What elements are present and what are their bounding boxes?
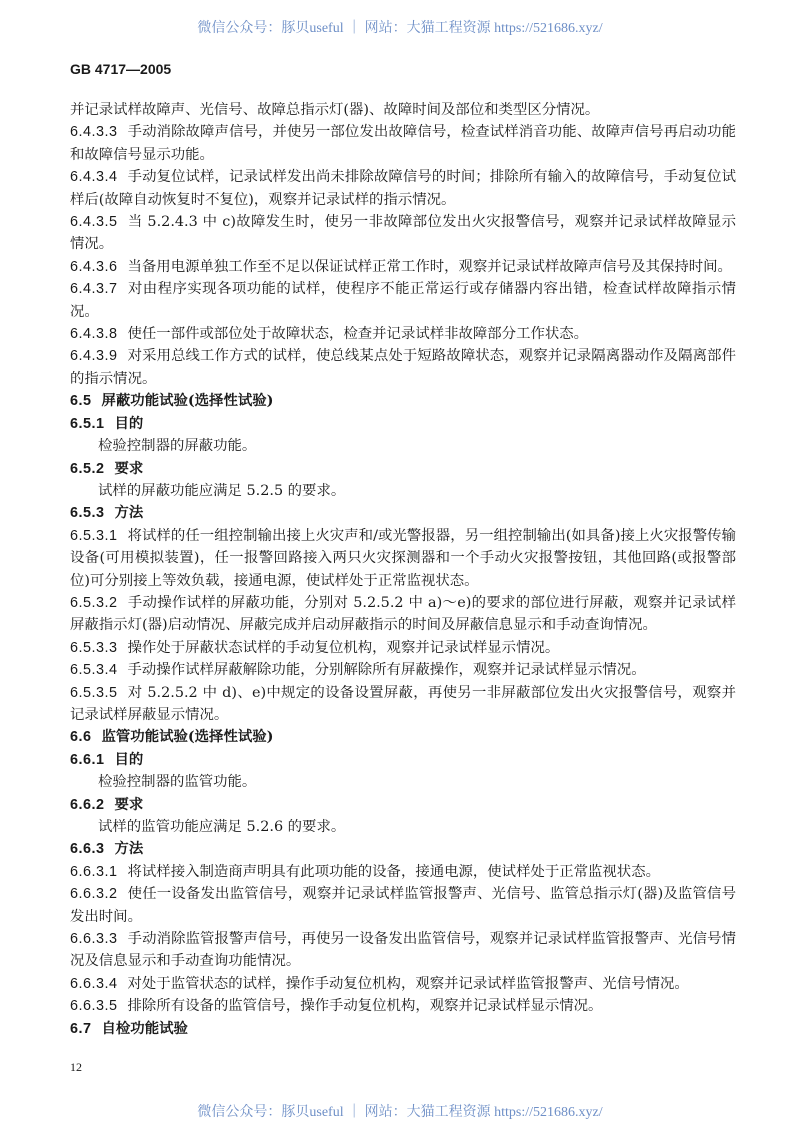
clause-number: 6.6.3.1	[70, 863, 118, 880]
clause-text: 手动消除监管报警声信号，再使另一设备发出监管信号，观察并记录试样监管报警声、光信号情况及信息显示和手动查询功能情况。	[70, 931, 736, 970]
clause-text: 方法	[114, 504, 144, 522]
clause-text: 手动消除故障声信号，并使另一部位发出故障信号，检查试样消音功能、故障声信号再启动功能和故障信号显示功能。	[70, 124, 736, 163]
clause-text: 检验控制器的屏蔽功能。	[98, 438, 257, 455]
clause-number: 6.4.3.9	[70, 348, 118, 365]
clause-paragraph	[70, 928, 736, 973]
clause-text: 目的	[114, 750, 144, 768]
clause-paragraph	[70, 278, 736, 323]
clause-number: 6.5.3.5	[70, 684, 118, 701]
clause-number: 6.6.3.2	[70, 886, 118, 903]
clause-paragraph	[70, 345, 736, 390]
clause-text: 使任一设备发出监管信号，观察并记录试样监管报警声、光信号、监管总指示灯(器)及监管信号发出时间。	[70, 886, 736, 925]
section-heading	[70, 502, 736, 524]
clause-text: 检验控制器的监管功能。	[98, 774, 257, 791]
clause-number: 6.6.3.3	[70, 931, 118, 948]
clause-text: 排除所有设备的监管信号，操作手动复位机构，观察并记录试样显示情况。	[127, 998, 603, 1015]
page-number: 12	[70, 1060, 82, 1074]
clause-text: 屏蔽功能试验(选择性试验)	[101, 392, 274, 410]
section-heading	[70, 726, 736, 748]
clause-paragraph	[70, 435, 736, 457]
clause-number: 6.6.3.5	[70, 998, 118, 1015]
clause-text: 手动操作试样屏蔽解除功能，分别解除所有屏蔽操作，观察并记录试样显示情况。	[127, 662, 646, 679]
clause-text: 使任一部件或部位处于故障状态，检查并记录试样非故障部分工作状态。	[127, 326, 589, 343]
clause-text: 试样的屏蔽功能应满足 5.2.5 的要求。	[98, 482, 346, 499]
clause-paragraph	[70, 121, 736, 166]
clause-text: 将试样的任一组控制输出接上火灾声和/或光警报器，另一组控制输出(如具备)接上火灾报警传输设备(可用模拟装置)，任一报警回路接入两只火灾探测器和一个手动火灾报警按钮，其他回路(或报警部位)可分别接上等效负载，接通电源，使试样处于正常监视状态。	[70, 527, 736, 589]
clause-paragraph	[70, 659, 736, 681]
section-heading	[70, 413, 736, 435]
clause-number: 6.6	[70, 729, 92, 746]
clause-number: 6.4.3.5	[70, 214, 118, 231]
clause-paragraph	[70, 995, 736, 1017]
clause-number: 6.6.2	[70, 796, 105, 813]
section-heading	[70, 749, 736, 771]
clause-paragraph	[70, 883, 736, 928]
clause-number: 6.4.3.4	[70, 169, 118, 186]
clause-paragraph	[70, 480, 736, 502]
clause-text: 手动操作试样的屏蔽功能，分别对 5.2.5.2 中 a)～e)的要求的部位进行屏蔽，观察并记录试样屏蔽指示灯(器)启动情况、屏蔽完成并启动屏蔽指示的时间及屏蔽信息显示和手动查询情况。	[70, 594, 736, 634]
clause-paragraph	[70, 211, 736, 256]
clause-text: 对采用总线工作方式的试样，使总线某点处于短路故障状态，观察并记录隔离器动作及隔离部件的指示情况。	[70, 348, 736, 387]
clause-number: 6.6.3	[70, 841, 105, 858]
clause-paragraph	[70, 682, 736, 727]
watermark-top: 微信公众号：豚贝useful ｜ 网站：大猫工程资源 https://521686.xyz/	[197, 21, 603, 36]
clause-number: 6.5.1	[70, 415, 105, 432]
clause-number: 6.6.1	[70, 751, 105, 768]
clause-text: 将试样接入制造商声明具有此项功能的设备，接通电源，使试样处于正常监视状态。	[127, 863, 660, 880]
clause-paragraph	[70, 99, 736, 121]
clause-number: 6.5	[70, 393, 92, 410]
clause-number: 6.5.3.1	[70, 527, 118, 544]
clause-number: 6.4.3.3	[70, 124, 118, 141]
clause-number: 6.5.2	[70, 460, 105, 477]
clause-text: 方法	[114, 840, 144, 858]
clause-number: 6.4.3.8	[70, 326, 118, 343]
document-body	[70, 99, 736, 1040]
clause-paragraph	[70, 323, 736, 345]
clause-number: 6.5.3	[70, 505, 105, 522]
clause-text: 目的	[114, 414, 144, 432]
section-heading	[70, 458, 736, 480]
clause-text: 试样的监管功能应满足 5.2.6 的要求。	[98, 819, 346, 835]
clause-text: 监管功能试验(选择性试验)	[101, 728, 274, 746]
watermark-bottom: 微信公众号：豚贝useful ｜ 网站：大猫工程资源 https://521686.xyz/	[197, 1105, 603, 1120]
clause-paragraph	[70, 637, 736, 659]
clause-text: 当备用电源单独工作至不足以保证试样正常工作时，观察并记录试样故障声信号及其保持时间。	[127, 258, 732, 275]
clause-number: 6.6.3.4	[70, 975, 118, 992]
clause-text: 对 5.2.5.2 中 d)、e)中规定的设备设置屏蔽，再使另一非屏蔽部位发出火灾报警信号，观察并记录试样屏蔽显示情况。	[70, 684, 736, 723]
clause-text: 要求	[114, 795, 144, 813]
clause-paragraph	[70, 771, 736, 793]
clause-number: 6.4.3.6	[70, 258, 118, 275]
clause-number: 6.5.3.4	[70, 662, 118, 679]
clause-text: 要求	[114, 459, 144, 477]
clause-text: 并记录试样故障声、光信号、故障总指示灯(器)、故障时间及部位和类型区分情况。	[70, 102, 600, 118]
clause-text: 操作处于屏蔽状态试样的手动复位机构，观察并记录试样显示情况。	[127, 639, 560, 656]
clause-paragraph	[70, 256, 736, 278]
section-heading	[70, 838, 736, 860]
clause-text: 对由程序实现各项功能的试样，使程序不能正常运行或存储器内容出错，检查试样故障指示情况。	[70, 281, 736, 320]
section-heading	[70, 1018, 736, 1040]
clause-text: 对处于监管状态的试样，操作手动复位机构，观察并记录试样监管报警声、光信号情况。	[127, 975, 689, 992]
section-heading	[70, 390, 736, 412]
clause-paragraph	[70, 861, 736, 883]
clause-paragraph	[70, 816, 736, 838]
clause-paragraph	[70, 973, 736, 995]
clause-paragraph	[70, 592, 736, 637]
section-heading	[70, 794, 736, 816]
clause-number: 6.5.3.3	[70, 639, 118, 656]
clause-paragraph	[70, 166, 736, 211]
clause-number: 6.7	[70, 1020, 92, 1037]
clause-paragraph	[70, 525, 736, 592]
clause-text: 手动复位试样，记录试样发出尚未排除故障信号的时间；排除所有输入的故障信号，手动复位试样后(故障自动恢复时不复位)，观察并记录试样的指示情况。	[70, 169, 736, 208]
clause-number: 6.5.3.2	[70, 594, 118, 611]
clause-text: 自检功能试验	[101, 1019, 188, 1037]
clause-text: 当 5.2.4.3 中 c)故障发生时，使另一非故障部位发出火灾报警信号，观察并记录试样故障显示情况。	[70, 214, 736, 253]
standard-code-header: GB 4717—2005	[70, 61, 172, 77]
clause-number: 6.4.3.7	[70, 281, 118, 298]
